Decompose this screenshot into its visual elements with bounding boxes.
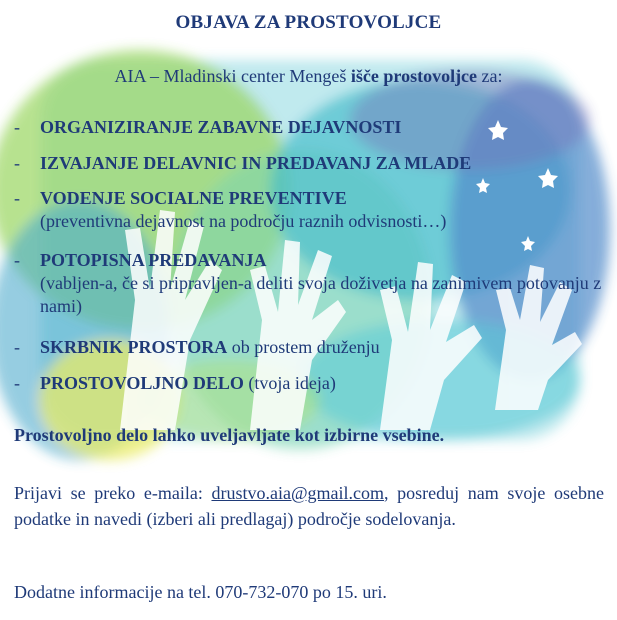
list-item-heading: PROSTOVOLJNO DELO <box>40 373 244 393</box>
list-item <box>0 152 605 175</box>
list-item-heading: VODENJE SOCIALNE PREVENTIVE <box>40 188 347 208</box>
list-item-heading: IZVAJANJE DELAVNIC IN PREDAVANJ ZA MLADE <box>40 153 472 173</box>
list-item <box>0 336 605 359</box>
list-item-detail: (tvoja ideja) <box>243 373 336 393</box>
list-item-heading: ORGANIZIRANJE ZABAVNE DEJAVNOSTI <box>40 117 402 137</box>
page-title: OBJAVA ZA PROSTOVOLJCE <box>175 12 442 33</box>
contact-info: Dodatne informacije na tel. 070-732-070 po 15. uri. <box>14 582 387 602</box>
list-item-heading: SKRBNIK PROSTORA <box>40 337 228 357</box>
intro-bold: išče prostovoljce <box>350 66 478 86</box>
list-item <box>0 116 605 139</box>
list-dash: - <box>14 153 20 173</box>
list-dash: - <box>14 117 20 137</box>
list-dash: - <box>14 188 20 208</box>
registration-text-after: , posreduj nam svoje osebne podatke in navedi (izberi ali predlagaj) področje sodelovanja. <box>14 483 604 529</box>
intro-suffix: za: <box>477 66 503 86</box>
list-item-description: (vabljen-a, če si pripravljen-a deliti svoja doživetja na zanimivem potovanju z nami) <box>40 273 602 316</box>
list-item-description: (preventivna dejavnost na področju raznih odvisnosti…) <box>40 211 447 231</box>
intro-line <box>0 66 617 87</box>
list-dash: - <box>14 373 20 393</box>
email-link[interactable]: drustvo.aia@gmail.com <box>211 483 385 503</box>
list-dash: - <box>14 337 20 357</box>
list-item-detail: ob prostem druženju <box>227 337 380 357</box>
registration-paragraph <box>14 480 604 532</box>
list-item <box>0 249 605 318</box>
list-item-heading: POTOPISNA PREDAVANJA <box>40 250 267 270</box>
intro-prefix: AIA – Mladinski center Mengeš <box>114 66 351 86</box>
list-item <box>0 372 605 395</box>
registration-text-before: Prijavi se preko e-maila: <box>14 483 212 503</box>
credit-note: Prostovoljno delo lahko uveljavljate kot izbirne vsebine. <box>14 425 445 445</box>
list-item <box>0 187 605 233</box>
list-dash: - <box>14 250 20 270</box>
